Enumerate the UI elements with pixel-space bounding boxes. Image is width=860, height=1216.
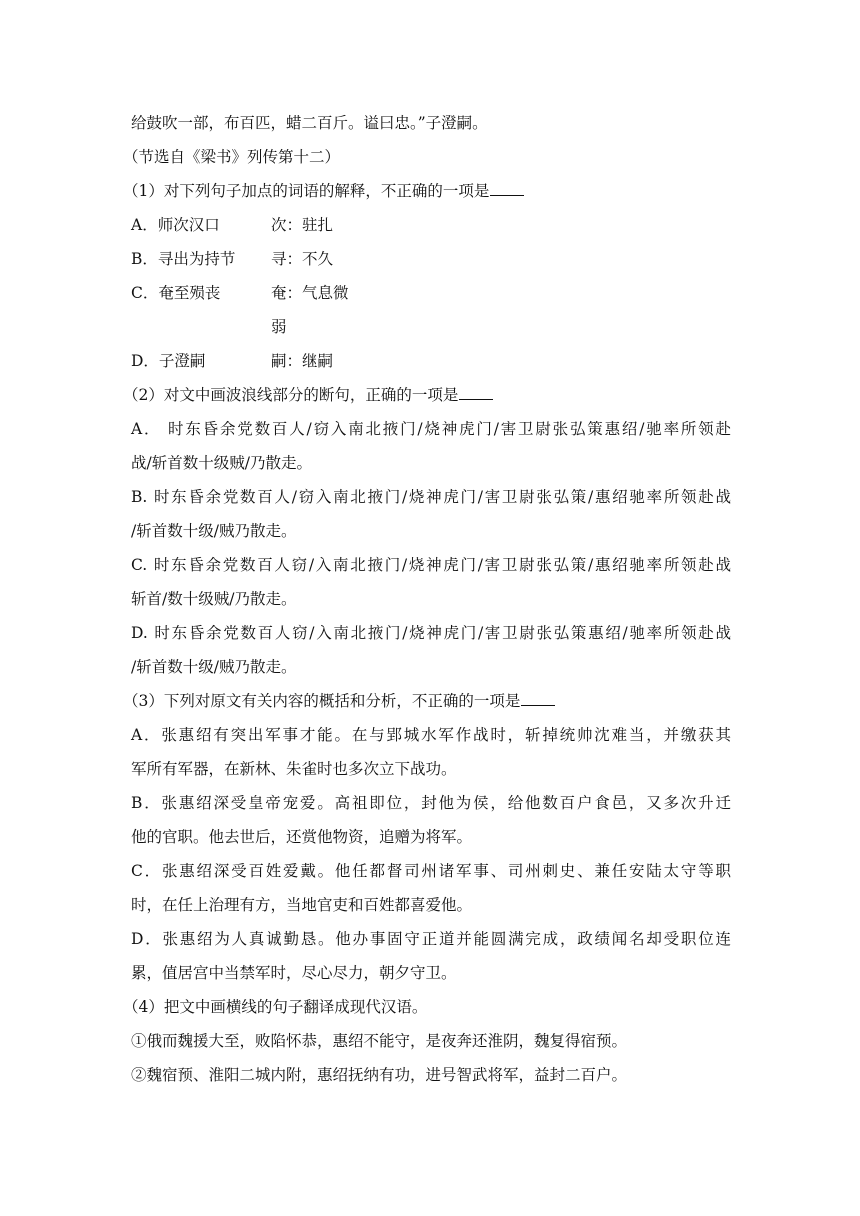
question-2-text: （2）对文中画波浪线部分的断句，正确的一项是: [123, 386, 459, 404]
q1-option-a: [131, 208, 731, 242]
q3-option-c-line2: 时，在任上治理有方，当地官吏和百姓都喜爱他。: [131, 896, 473, 914]
q3-option-d-line1: D．张惠绍为人真诚勤恳。他办事固守正道并能圆满完成，政绩闻名却受职位连: [131, 930, 731, 948]
q4-sentence-1: ①俄而魏援大至，败陷怀恭，惠绍不能守，是夜奔还淮阴，魏复得宿预。: [131, 1032, 628, 1050]
question-1-text: （1）对下列句子加点的词语的解释，不正确的一项是: [123, 182, 490, 200]
answer-blank: [459, 381, 493, 400]
q1-option-a-sentence: A．师次汉口: [131, 216, 220, 234]
answer-blank: [490, 177, 524, 196]
q2-option-c-line2: 斩首/数十级贼/乃散走。: [131, 590, 297, 608]
question-2-prompt: [123, 378, 731, 412]
q4-sentence-2: ②魏宿预、淮阳二城内附，惠绍抚纳有功，进号智武将军，益封二百户。: [131, 1066, 628, 1084]
q1-option-c-explanation-line2: 弱: [271, 318, 287, 336]
question-4-prompt: （4）把文中画横线的句子翻译成现代汉语。: [123, 998, 428, 1016]
q2-option-c-line1: C. 时东昏余党数百人窃/入南北掖门/烧神虎门/害卫尉张弘策/惠绍驰率所领赴战: [131, 556, 731, 574]
q1-option-c-sentence: C．奄至殒丧: [131, 284, 221, 302]
answer-blank: [521, 687, 555, 706]
q2-option-a-line1: A． 时东昏余党数百人/窃入南北掖门/烧神虎门/害卫尉张弘策惠绍/驰率所领赴: [131, 420, 731, 438]
document-page: [123, 106, 731, 1092]
q1-option-c-explanation-line1: 奄：气息微: [271, 284, 349, 302]
q3-option-d-line2: 累，值居宫中当禁军时，尽心尽力，朝夕守卫。: [131, 964, 457, 982]
q1-option-d-explanation: 嗣：继嗣: [271, 352, 334, 370]
q3-option-a-line1: A．张惠绍有突出军事才能。在与郢城水军作战时，斩掉统帅沈难当，并缴获其: [131, 726, 731, 744]
question-1-prompt: [123, 174, 731, 208]
q2-option-b-line1: B. 时东昏余党数百人/窃入南北掖门/烧神虎门/害卫尉张弘策/惠绍驰率所领赴战: [131, 488, 731, 506]
q1-option-b-sentence: B．寻出为持节: [131, 250, 236, 268]
q2-option-b-line2: /斩首数十级/贼乃散走。: [131, 522, 297, 540]
question-3-prompt: [123, 684, 731, 718]
q2-option-d-line2: /斩首数十级/贼乃散走。: [131, 658, 297, 676]
q1-option-b-explanation: 寻：不久: [271, 250, 334, 268]
q3-option-b-line1: B．张惠绍深受皇帝宠爱。高祖即位，封他为侯，给他数百户食邑，又多次升迁: [131, 794, 731, 812]
q1-option-c: [131, 276, 731, 344]
q3-option-c-line1: C．张惠绍深受百姓爱戴。他任都督司州诸军事、司州刺史、兼任安陆太守等职: [131, 862, 731, 880]
q1-option-d-sentence: D．子澄嗣: [131, 352, 206, 370]
q3-option-b-line2: 他的官职。他去世后，还赏他物资，追赠为将军。: [131, 828, 473, 846]
q3-option-a-line2: 军所有军器，在新林、朱雀时也多次立下战功。: [131, 760, 457, 778]
q1-option-b: [131, 242, 731, 276]
q2-option-d-line1: D. 时东昏余党数百人窃/入南北掖门/烧神虎门/害卫尉张弘策惠绍/驰率所领赴战: [131, 624, 731, 642]
q1-option-c-explanation: [271, 276, 371, 344]
q1-option-d: [131, 344, 731, 378]
intro-line: 给鼓吹一部，布百匹，蜡二百斤。谥曰忠。”子澄嗣。: [131, 114, 488, 132]
q1-option-a-explanation: 次：驻扎: [271, 216, 334, 234]
q2-option-a-line2: 战/斩首数十级贼/乃散走。: [131, 454, 312, 472]
source-line: （节选自《梁书》列传第十二）: [123, 148, 341, 166]
question-3-text: （3）下列对原文有关内容的概括和分析，不正确的一项是: [123, 692, 521, 710]
